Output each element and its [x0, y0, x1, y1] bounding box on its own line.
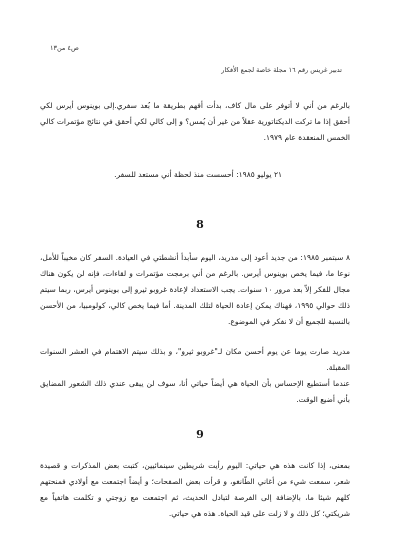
section-heading-8: 8	[196, 218, 204, 231]
page-number: ص٤ من١٣	[50, 44, 79, 52]
section-9-body	[40, 458, 350, 522]
running-header: تدبير غريس رقم ١٦ مجلة خاصة لجمع الأفكار	[221, 66, 342, 74]
dated-note: ٢١ يوليو ١٩٨٥: أحسست منذ لحظة أني مستعد للسفر.	[114, 170, 282, 179]
section-8-body	[40, 250, 350, 408]
intro-paragraph: بالرغم من أني لا أتوفر على مال كاف، بدأت أفهم بطريقة ما بُعد سفري.إلى بوينوس أيرس لكي أحقق إذا ما تركت الديكتاتورية عقلاً من غير أن يُمس؟ و إلى كالي لكي أحقق في نتائج مؤتمرات كالي الخمس المنعقدة عام ١٩٧٩.	[40, 101, 350, 142]
section-8-paragraph-3: عندما أستطيع الإحساس بأن الحياة هي أيضاً حياتي أنا، سوف لن يبقى عندي ذلك الشعور المضايق بأني أضيع الوقت.	[40, 379, 350, 404]
section-heading-9: 9	[196, 428, 204, 441]
section-9-paragraph-1: بمعنى، إذا كانت هذه هي حياتي: اليوم رأيت شريطين سينمائيين، كتبت بعض المذكرات و قصيدة شعر، سمعت شيء من أغاني الطّانغو، و قرأت بعض الصفحات؛ و أيضاً اجتمعت مع أولادي فمنحتهم كلهم شيئا ما، بالإضافة إلى الفرصة لتبادل الحديث، ثم اجتمعت مع زوجتي و تكلمت هاتفياً مع شريكتي؛ كل ذلك و لا زلت على قيد الحياة. هذه هي حياتي.	[40, 461, 350, 518]
section-8-paragraph-2: مدريد صارت يوما عن يوم أحسن مكان لـ"غروبو ثيرو"، و بذلك سيتم الاهتمام في العشر السنوات المقبلة.	[40, 347, 350, 372]
intro-section	[40, 98, 350, 146]
section-8-paragraph-1: ٨ سبتمبر ١٩٨٥: من جديد أعود إلى مدريد، اليوم سأبدأ أنشطتي في العيادة. السفر كان مخيباً للأمل، نوعا ما، فيما يخص بوينوس أيرس. بالرغم من أني برمجت مؤتمرات و لقاءات، فإنه لن يكون هناك مجال للفكر إلاّ بعد مرور ١٠ سنوات. يجب الاستعداد لإعادة غروبو ثيرو إلى بوينوس أيرس، ربما سيتم ذلك حوالي ١٩٩٥، فهناك يمكن إعادة الحياة لتلك المدينة. أما فيما يخص كالي، كولومبيا، من الأحسن بالنسبة للجميع أن لا نفكر في الموضوع.	[40, 253, 350, 326]
